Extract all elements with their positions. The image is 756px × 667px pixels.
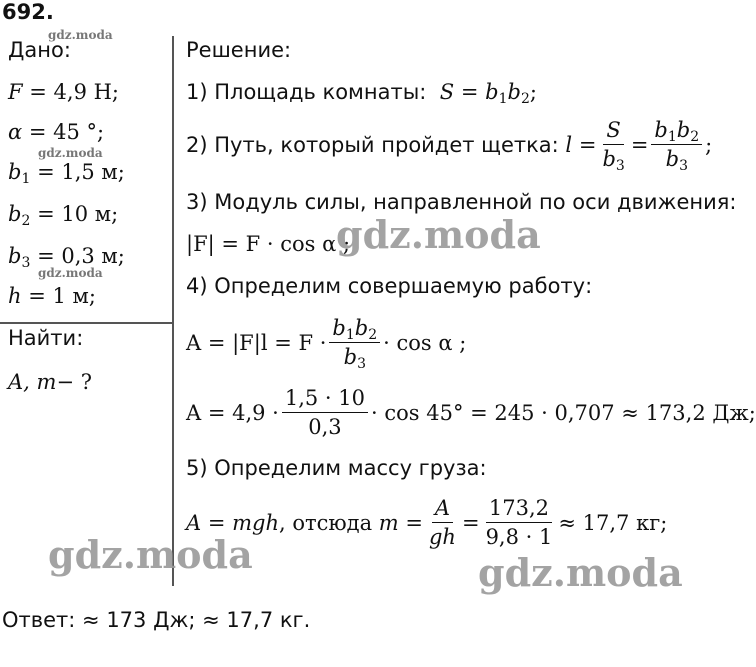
solution-step-3-formula: |F| = F · cos α ;: [186, 232, 351, 256]
watermark-big-1: gdz.moda: [336, 212, 541, 257]
given-item-b1: $b_1 = 1,5$ м;: [8, 160, 125, 187]
vertical-divider: [172, 36, 174, 586]
solution-step-1: 1) Площадь комнаты: $S = b_1b_2$;: [186, 80, 537, 107]
watermark-small-3: gdz.moda: [38, 266, 103, 280]
fraction-s-over-b3: $\frac{S}{b_3}$: [602, 118, 625, 174]
fraction-b1b2-over-b3: $\frac{b_1b_2}{b_3}$: [651, 118, 702, 171]
horizontal-divider: [0, 322, 172, 324]
given-item-force: F = 4,9 Н;: [8, 80, 119, 104]
fraction-a-over-gh: $\frac{A}{gh}$: [428, 496, 456, 549]
answer-line: Ответ: ≈ 173 Дж; ≈ 17,7 кг.: [2, 608, 311, 632]
watermark-big-3: gdz.moda: [478, 550, 683, 595]
watermark-big-2: gdz.moda: [48, 532, 253, 577]
given-item-height: h = 1 м;: [8, 284, 96, 308]
fraction-b1b2-over-b3-work: $\frac{b_1b_2}{b_3}$: [329, 316, 380, 369]
problem-number: 692.: [2, 0, 54, 24]
solution-work-formula: A = |F|l = F · $\frac{b_1b_2}{b_3}$ · cos α ;: [186, 316, 467, 372]
given-heading: Дано:: [8, 38, 71, 62]
find-expression: A, m− ?: [8, 370, 92, 394]
solution-step-3: 3) Модуль силы, направленной по оси движения:: [186, 190, 737, 214]
solution-work-calculation: A = 4,9 · $\frac{1,5 \cdot 10}{0,3}$ · cos 45° = 245 · 0,707 ≈ 173,2 Дж;: [186, 386, 756, 439]
find-heading: Найти:: [8, 326, 84, 350]
given-item-angle: α = 45 °;: [8, 120, 105, 144]
given-item-b3: $b_3 = 0,3$ м;: [8, 244, 125, 271]
fraction-calc: $\frac{1,5 \cdot 10}{0,3}$: [282, 386, 368, 439]
solution-heading: Решение:: [186, 38, 292, 62]
solution-step-5: 5) Определим массу груза:: [186, 456, 487, 480]
fraction-mass-values: $\frac{173,2}{9,8 \cdot 1}$: [485, 496, 553, 549]
solution-mass-formula: A = mgh , отсюда m = $\frac{A}{gh}$ = $\frac{173,2}{9,8 \cdot 1}$ ≈ 17,7 кг;: [186, 496, 668, 549]
watermark-small-1: gdz.moda: [48, 28, 113, 42]
solution-step-4: 4) Определим совершаемую работу:: [186, 274, 593, 298]
given-item-b2: $b_2 = 10$ м;: [8, 202, 119, 229]
watermark-small-2: gdz.moda: [38, 146, 103, 160]
solution-step-2: 2) Путь, который пройдет щетка: l = $\frac{S}{b_3}$ = $\frac{b_1b_2}{b_3}$ ;: [186, 118, 713, 174]
